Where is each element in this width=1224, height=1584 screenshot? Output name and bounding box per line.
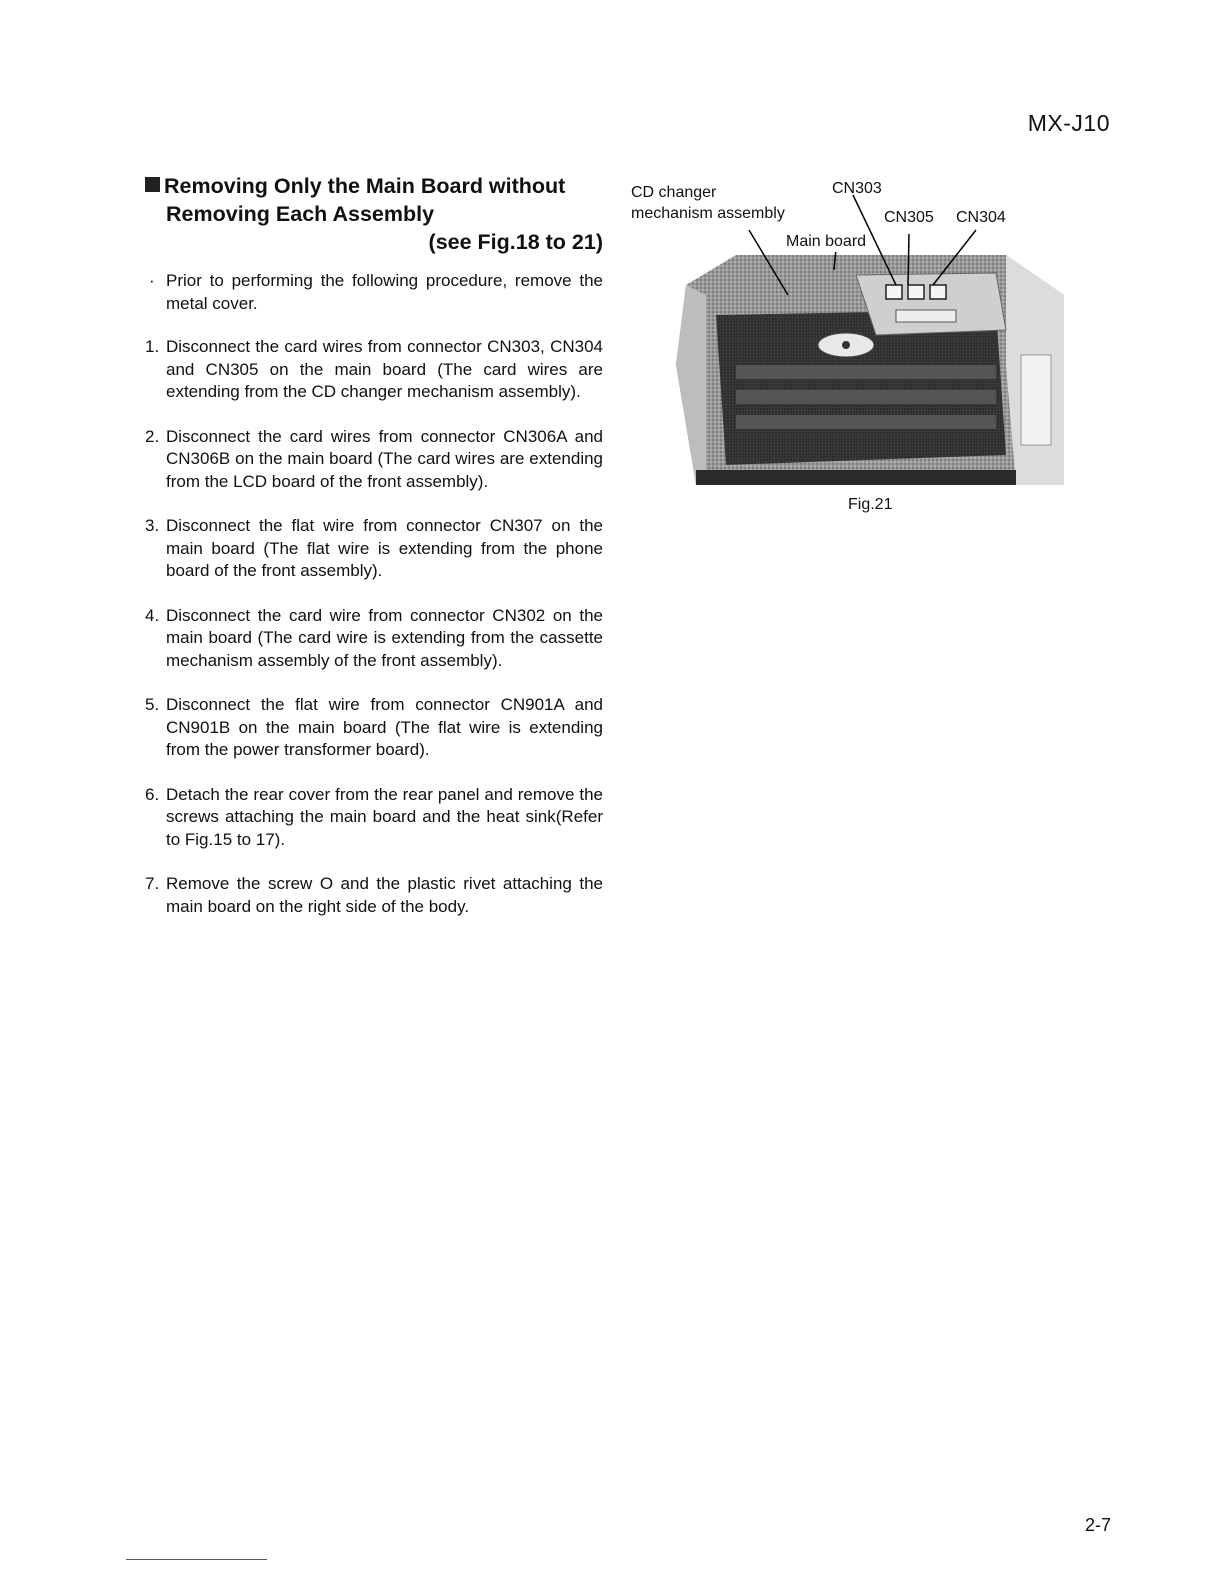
label-cn303: CN303 bbox=[832, 180, 882, 197]
procedure-section bbox=[145, 172, 603, 940]
page-number: 2-7 bbox=[1084, 1515, 1111, 1535]
intro-bullet: · bbox=[149, 271, 155, 290]
step-item: 7. Remove the screw O and the plastic rivet attaching the main board on the right side of the body. bbox=[145, 874, 603, 916]
intro-text: Prior to performing the following procedure, remove the metal cover. bbox=[166, 271, 603, 313]
section-heading bbox=[145, 172, 603, 256]
heading-figure-reference: (see Fig.18 to 21) bbox=[428, 230, 603, 254]
label-cd-changer: CD changer bbox=[631, 184, 717, 201]
label-main-board: Main board bbox=[786, 233, 867, 250]
square-bullet-icon bbox=[145, 177, 160, 192]
step-text: Disconnect the flat wire from connector CN307 on the main board (The flat wire is extending from the phone board of the front assembly). bbox=[166, 516, 603, 580]
heading-line-1: Removing Only the Main Board without bbox=[145, 172, 603, 200]
step-item: 2. Disconnect the card wires from connector CN306A and CN306B on the main board (The card wires are extending from the LCD board of the front assembly). bbox=[145, 426, 603, 491]
step-item: 6. Detach the rear cover from the rear panel and remove the screws attaching the main board and the heat sink(Refer to Fig.15 to 17). bbox=[145, 784, 603, 849]
step-text: Detach the rear cover from the rear panel and remove the screws attaching the main board and the heat sink(Refer to Fig.15 to 17). bbox=[166, 784, 603, 849]
step-item: 5. Disconnect the flat wire from connector CN901A and CN901B on the main board (The flat wire is extending from the power transformer board). bbox=[145, 695, 603, 759]
step-text: Disconnect the card wires from connector CN303, CN304 and CN305 on the main board (The card wires are extending from the CD changer mechanism assembly). bbox=[166, 337, 603, 401]
heading-line-2: Removing Each Assembly bbox=[166, 202, 435, 226]
label-cn304: CN304 bbox=[956, 209, 1006, 226]
figure-caption: Fig.21 bbox=[848, 496, 893, 513]
label-cn305: CN305 bbox=[884, 209, 934, 226]
step-text: Disconnect the flat wire from connector CN901A and CN901B on the main board (The flat wire is extending from the power transformer board). bbox=[166, 695, 603, 759]
figure-21 bbox=[628, 175, 1068, 520]
step-list bbox=[145, 336, 603, 918]
step-text: Disconnect the card wires from connector CN306A and CN306B on the main board (The card wires are extending from the LCD board of the front assembly). bbox=[166, 426, 603, 491]
step-item: 3. Disconnect the flat wire from connector CN307 on the main board (The flat wire is extending from the phone board of the front assembly). bbox=[145, 516, 603, 580]
step-item: 1. Disconnect the card wires from connector CN303, CN304 and CN305 on the main board (The card wires are extending from the CD changer mechanism assembly). bbox=[145, 337, 603, 401]
model-number: MX-J10 bbox=[1027, 110, 1110, 136]
step-item: 4. Disconnect the card wire from connector CN302 on the main board (The card wire is extending from the cassette mechanism assembly of the front assembly). bbox=[145, 605, 603, 670]
footer-rule bbox=[126, 1559, 267, 1560]
intro-note bbox=[145, 270, 603, 315]
label-mechanism-assembly: mechanism assembly bbox=[631, 205, 785, 222]
step-text: Remove the screw O and the plastic rivet attaching the main board on the right side of the body. bbox=[166, 874, 603, 916]
step-text: Disconnect the card wire from connector CN302 on the main board (The card wire is extending from the cassette mechanism assembly of the front assembly). bbox=[166, 605, 603, 670]
